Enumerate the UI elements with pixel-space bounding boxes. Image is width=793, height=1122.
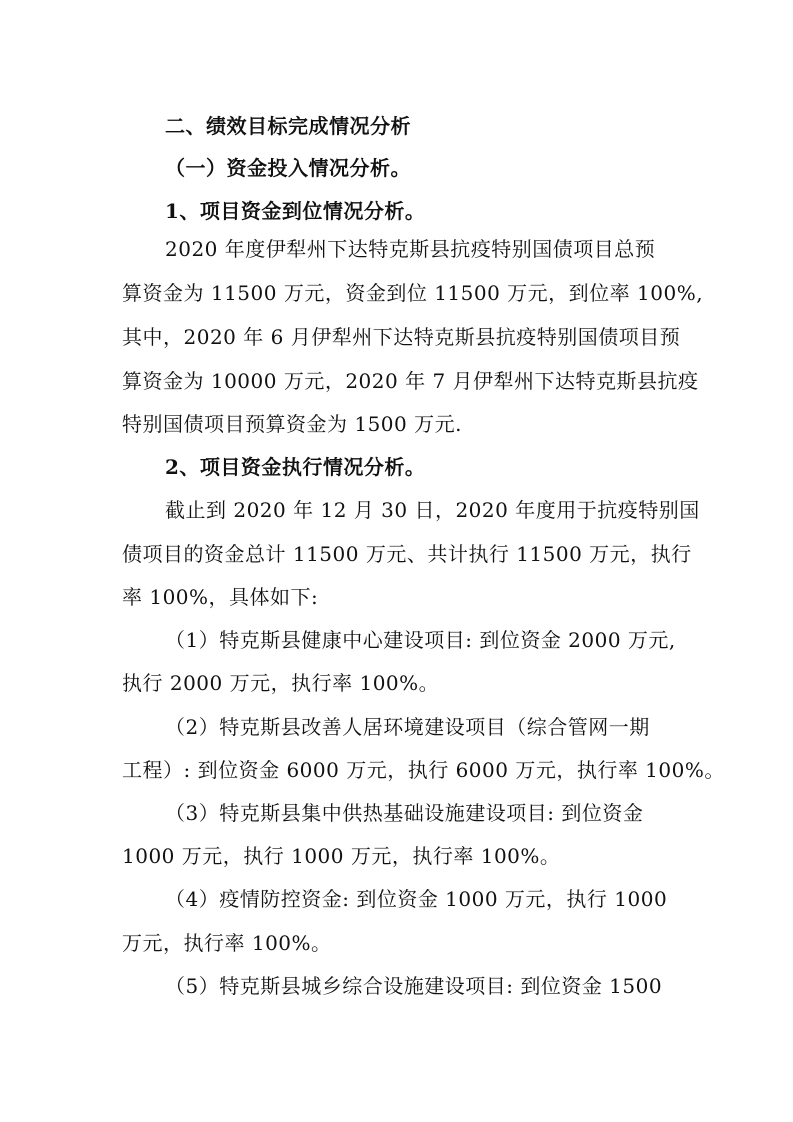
list-item-3-line-1: （3）特克斯县集中供热基础设施建设项目: 到位资金 <box>165 801 644 825</box>
list-item-2-line-2: 工程）: 到位资金 6000 万元，执行 6000 万元，执行率 100%。 <box>122 758 725 782</box>
list-item-1-line-1: （1）特克斯县健康中心建设项目: 到位资金 2000 万元, <box>165 628 676 652</box>
para-1-line-2: 算资金为 11500 万元，资金到位 11500 万元，到位率 100%, <box>122 281 704 305</box>
list-item-2-line-1: （2）特克斯县改善人居环境建设项目（综合管网一期 <box>165 715 650 739</box>
para-1-line-3: 其中，2020 年 6 月伊犁州下达特克斯县抗疫特别国债项目预 <box>122 325 681 349</box>
para-2-line-2: 债项目的资金总计 11500 万元、共计执行 11500 万元，执行 <box>122 542 692 566</box>
para-2-line-1: 截止到 2020 年 12 月 30 日，2020 年度用于抗疫特别国 <box>165 498 700 522</box>
para-1-line-4: 算资金为 10000 万元，2020 年 7 月伊犁州下达特克斯县抗疫 <box>122 369 699 393</box>
item-2-heading: 2、项目资金执行情况分析。 <box>165 455 426 479</box>
list-item-1-line-2: 执行 2000 万元，执行率 100%。 <box>122 671 440 695</box>
item-1-heading: 1、项目资金到位情况分析。 <box>165 199 426 223</box>
para-1-line-1: 2020 年度伊犁州下达特克斯县抗疫特别国债项目总预 <box>165 237 656 261</box>
subheading-funding-input: （一）资金投入情况分析。 <box>165 156 411 180</box>
para-1-line-5: 特别国债项目预算资金为 1500 万元. <box>122 412 462 436</box>
list-item-5-line-1: （5）特克斯县城乡综合设施建设项目: 到位资金 1500 <box>165 974 663 998</box>
para-2-line-3: 率 100%，具体如下: <box>122 585 319 609</box>
list-item-4-line-2: 万元，执行率 100%。 <box>122 931 332 955</box>
list-item-3-line-2: 1000 万元，执行 1000 万元，执行率 100%。 <box>122 844 561 868</box>
section-heading: 二、绩效目标完成情况分析 <box>165 114 411 138</box>
list-item-4-line-1: （4）疫情防控资金: 到位资金 1000 万元，执行 1000 <box>165 887 668 911</box>
